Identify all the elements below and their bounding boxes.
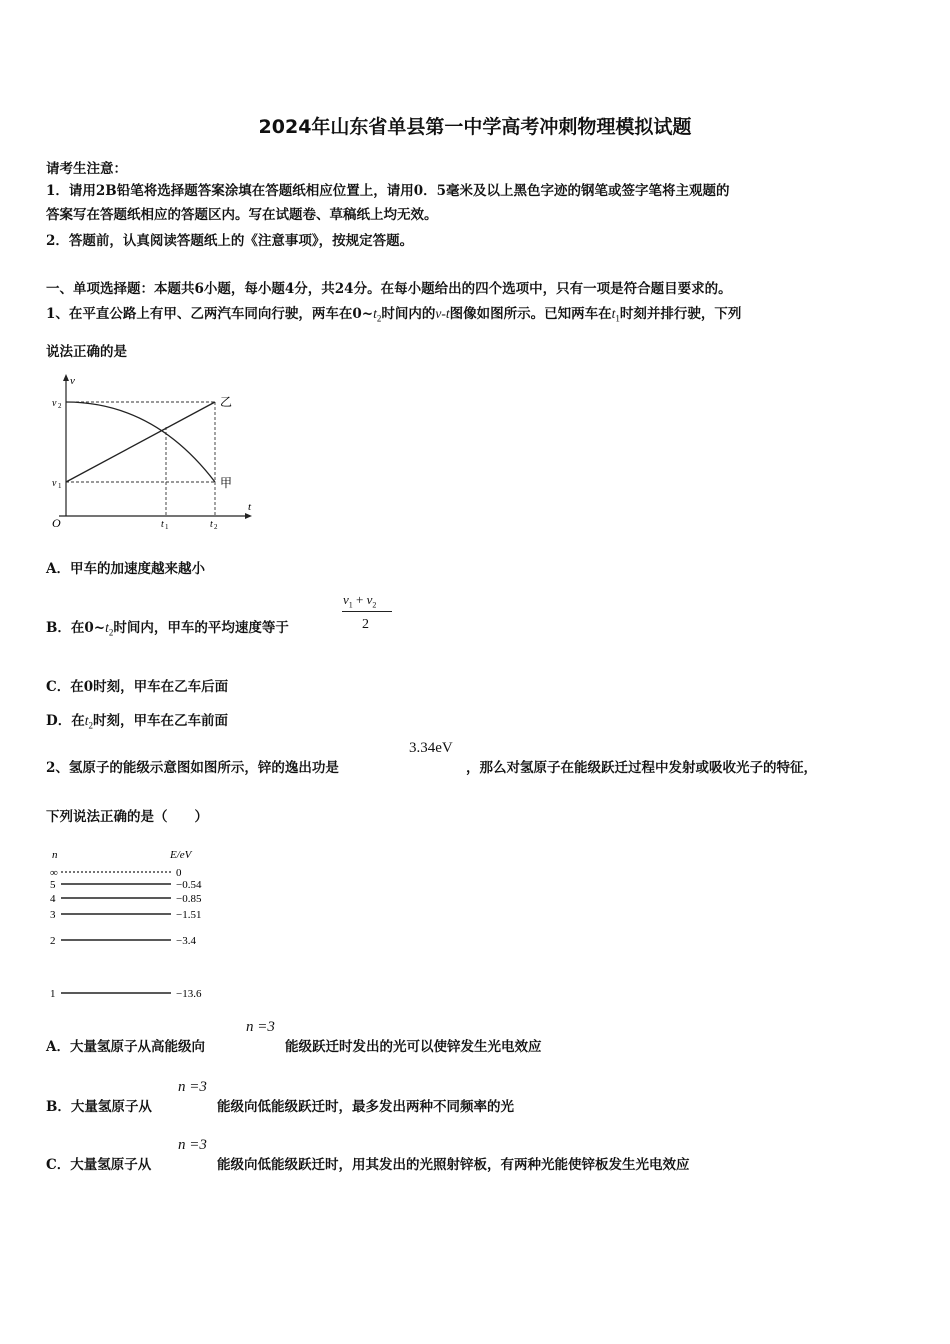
q1-stem-text-4: 时刻并排行驶，下列 — [619, 306, 742, 322]
level-n-label: 4 — [50, 893, 56, 905]
v-axis-arrow — [63, 374, 69, 381]
notice-heading: 请考生注意： — [46, 161, 127, 177]
level-n-label: 2 — [50, 935, 56, 947]
q2-stem-text-1: 2、氢原子的能级示意图如图所示，锌的逸出功是 — [46, 760, 339, 776]
level-n-label: ∞ — [50, 867, 58, 879]
q1-stem-t2-sub: 2 — [376, 313, 382, 324]
q2-stem-text-2: ，那么对氢原子在能级跃迁过程中发射或吸收光子的特征， — [466, 760, 817, 776]
q1-option-c: C．在0时刻，甲车在乙车后面 — [46, 679, 229, 695]
q1-stem-text-3: 图像如图所示。已知两车在 — [449, 306, 612, 322]
level-energy-label: −1.51 — [176, 909, 202, 921]
label-jia: 甲 — [220, 476, 233, 490]
q1-option-d-text-2: 时刻，甲车在乙车前面 — [92, 713, 228, 729]
frac-v2-sub: 2 — [372, 600, 377, 610]
origin-label: O — [52, 516, 61, 530]
q1-vt-graph — [44, 370, 264, 535]
q1-stem-text-1: 1、在平直公路上有甲、乙两汽车同向行驶，两车在0~ — [46, 306, 374, 322]
q1-option-a: A．甲车的加速度越来越小 — [46, 561, 205, 577]
level-energy-label: −0.54 — [176, 879, 202, 891]
level-energy-label: −3.4 — [176, 935, 196, 947]
t2-label: t — [210, 519, 213, 530]
v2-label-sub: 2 — [58, 402, 62, 410]
q2-energy-diagram — [44, 843, 224, 1008]
t2-label-sub: 2 — [214, 523, 218, 531]
q1-stem-line-2: 说法正确的是 — [46, 344, 127, 360]
level-n-label: 1 — [50, 988, 56, 1000]
q1-option-d-text-1: D．在 — [46, 713, 85, 729]
q1-option-b-numerator — [343, 592, 376, 610]
q2-option-a-math: n =3 — [246, 1019, 275, 1035]
q1-stem-t1-sub: 1 — [615, 313, 620, 324]
n-header: n — [52, 849, 58, 861]
e-header: E/eV — [170, 849, 192, 861]
page-title: 2024年山东省单县第一中学高考冲刺物理模拟试题 — [258, 116, 692, 138]
level-n-label: 3 — [50, 909, 56, 921]
t1-label: t — [161, 519, 164, 530]
q2-option-c-text-2: 能级向低能级跃迁时，用其发出的光照射锌板，有两种光能使锌板发生光电效应 — [217, 1157, 690, 1173]
q1-option-b — [46, 616, 289, 638]
q2-option-b-text-2: 能级向低能级跃迁时，最多发出两种不同频率的光 — [217, 1099, 514, 1115]
q1-stem-text-2: 时间内的 — [381, 306, 436, 322]
v-axis-label: v — [70, 375, 75, 387]
q1-option-d-t: t — [84, 713, 89, 728]
q2-stem-line-2: 下列说法正确的是（ ） — [46, 809, 208, 825]
v2-label: v — [52, 398, 57, 409]
q1-option-b-t-sub: 2 — [108, 627, 114, 638]
q2-option-b-text-1: B．大量氢原子从 — [46, 1099, 152, 1115]
frac-v1: v — [343, 592, 349, 607]
notice-line-2: 答案写在答题纸相应的答题区内。写在试题卷、草稿纸上均无效。 — [46, 207, 438, 223]
section-heading: 一、单项选择题：本题共6小题，每小题4分，共24分。在每小题给出的四个选项中，只有一项是符合题目要求的。 — [46, 281, 732, 297]
q1-option-b-fraction-bar — [342, 611, 392, 612]
q1-stem — [46, 302, 741, 324]
q2-option-a-text-2: 能级跃迁时发出的光可以使锌发生光电效应 — [285, 1039, 542, 1055]
t-axis-arrow — [245, 513, 252, 519]
frac-v2: v — [366, 592, 373, 607]
level-energy-label: −0.85 — [176, 893, 202, 905]
q1-option-b-text-2: 时间内，甲车的平均速度等于 — [113, 620, 289, 636]
q1-option-b-text-1: B．在0~ — [46, 620, 106, 636]
notice-line-3: 2．答题前，认真阅读答题纸上的《注意事项》，按规定答题。 — [46, 233, 414, 249]
q2-work-function: 3.34eV — [409, 740, 453, 756]
frac-v1-sub: 1 — [348, 600, 353, 610]
t1-label-sub: 1 — [165, 523, 169, 531]
level-energy-label: −13.6 — [176, 988, 202, 1000]
q1-option-b-t: t — [105, 620, 109, 635]
line-yi — [66, 402, 215, 482]
q1-option-d-t-sub: 2 — [88, 720, 93, 731]
frac-plus: + — [352, 592, 367, 607]
v1-label: v — [52, 478, 57, 489]
v1-label-sub: 1 — [58, 482, 62, 490]
notice-line-1: 1．请用2B铅笔将选择题答案涂填在答题纸相应位置上，请用0．5毫米及以上黑色字迹的钢笔或签字笔将主观题的 — [46, 183, 730, 199]
q1-stem-t2: t — [373, 306, 377, 321]
q1-stem-t1: t — [611, 306, 616, 321]
level-energy-label: 0 — [176, 867, 182, 879]
q1-stem-vt: v-t — [435, 306, 450, 321]
q2-option-c-math: n =3 — [178, 1137, 207, 1153]
q2-option-c-text-1: C．大量氢原子从 — [46, 1157, 152, 1173]
q1-option-d — [46, 709, 228, 731]
level-n-label: 5 — [50, 879, 56, 891]
t-axis-label: t — [248, 501, 252, 513]
q2-option-a-text-1: A．大量氢原子从高能级向 — [46, 1039, 205, 1055]
label-yi: 乙 — [220, 395, 233, 409]
q2-option-b-math: n =3 — [178, 1079, 207, 1095]
q1-option-b-denominator: 2 — [362, 617, 369, 632]
